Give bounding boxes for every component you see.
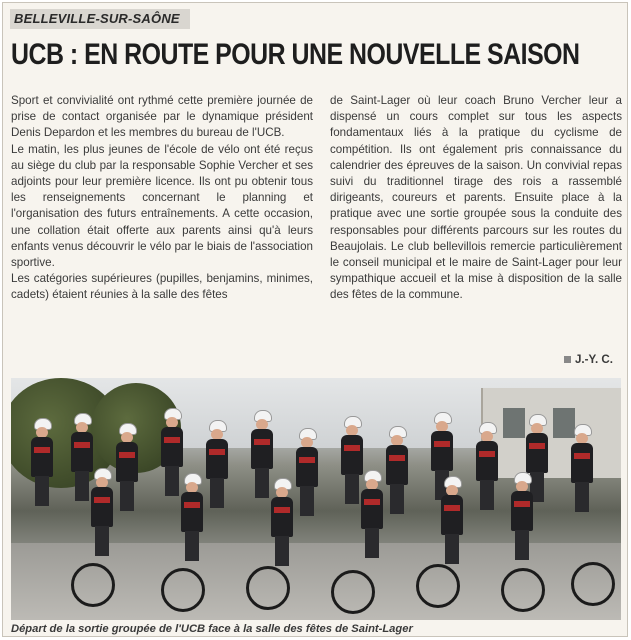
photo-window — [553, 408, 575, 438]
paragraph: Les catégories supérieures (pupilles, benjamins, minimes, cadets) étaient réunies à la salle des fêtes — [11, 272, 313, 302]
bicycle-wheel — [501, 568, 545, 612]
paragraph: de Saint-Lager où leur coach Bruno Vercher leur a dispensé un cours complet sur tous les aspects fondamentaux liés à la pratique du cyclisme de compétition. Ils ont également pris connaissance du calendrier des épreuves de la saison. Un convivial repas suivi du traditionnel tirage des rois a rassemblé dirigeants, coureurs et parents. Ensuite place à la pratique avec une sortie groupée sous la conduite des responsables pour différents parcours sur les routes du Beaujolais. Le club bellevillois remercie particulièrement le conseil municipal et le maire de Saint-Lager pour leur sympathique accueil et la mise à disposition de la salle des fêtes de la commune. — [330, 94, 622, 302]
bicycle-wheel — [571, 562, 615, 606]
bicycle-wheel — [71, 563, 115, 607]
group-photo — [11, 378, 621, 620]
article-column-right — [330, 93, 622, 304]
bicycle-wheel — [161, 568, 205, 612]
photo-window — [503, 408, 525, 438]
bicycle-wheel — [416, 564, 460, 608]
square-bullet-icon — [564, 356, 571, 363]
article-headline: UCB : EN ROUTE POUR UNE NOUVELLE SAISON — [11, 38, 580, 71]
newspaper-clipping — [2, 2, 628, 637]
photo-building — [481, 388, 621, 478]
bicycle-wheel — [246, 566, 290, 610]
paragraph: Le matin, les plus jeunes de l'école de vélo ont été reçus au siège du club par la responsable Sophie Vercher et ses adjoints pour leur première licence. Ils ont pu obtenir tous les renseignements concernant le planning et l'organisation des futurs entraînements. A cette occasion, une collation était offerte aux parents ainsi qu'à leurs enfants venus découvrir le vélo par le biais de l'association sportive. — [11, 142, 313, 270]
photo-caption: Départ de la sortie groupée de l'UCB face à la salle des fêtes de Saint-Lager — [11, 623, 413, 635]
paragraph: Sport et convivialité ont rythmé cette première journée de prise de contact organisée par le dynamique président Denis Depardon et les membres du bureau de l'UCB. — [11, 94, 313, 140]
bicycle-wheel — [331, 570, 375, 614]
author-signature — [564, 353, 613, 366]
section-rubric: BELLEVILLE-SUR-SAÔNE — [10, 9, 190, 29]
article-column-left — [11, 93, 313, 304]
signature-text: J.-Y. C. — [574, 353, 613, 366]
